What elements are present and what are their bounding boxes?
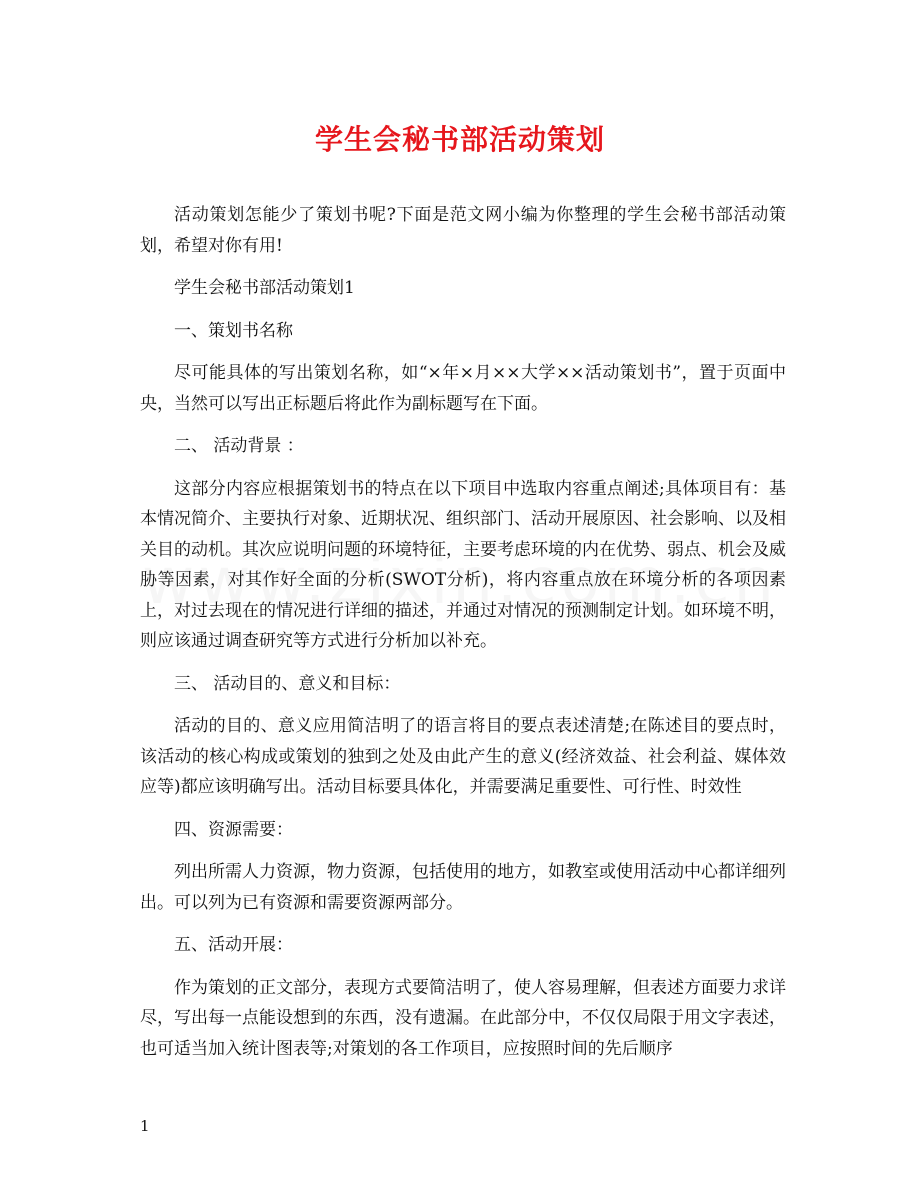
document-title: 学生会秘书部活动策划 <box>314 123 605 156</box>
section-heading: 学生会秘书部活动策划1 <box>174 278 355 298</box>
intro-paragraph: 活动策划怎能少了策划书呢?下面是范文网小编为你整理的学生会秘书部活动策划，希望对你有用! <box>140 205 786 256</box>
body-paragraph: 列出所需人力资源，物力资源，包括使用的地方，如教室或使用活动中心都详细列出。可以列为已有资源和需要资源两部分。 <box>140 862 786 913</box>
body-paragraph: 作为策划的正文部分，表现方式要简洁明了，使人容易理解，但表述方面要力求详尽，写出每一点能设想到的东西，没有遗漏。在此部分中，不仅仅局限于用文字表述，也可适当加入统计图表等;对策划的各工作项目，应按照时间的先后顺序 <box>140 977 786 1059</box>
section-heading: 五、活动开展： <box>174 935 293 955</box>
document-body <box>140 200 786 1076</box>
section-heading: 三、 活动目的、意义和目标： <box>174 673 401 694</box>
page-number: 1 <box>140 1117 150 1135</box>
section-heading: 一、策划书名称 <box>174 320 293 341</box>
body-paragraph: 活动的目的、意义应用简洁明了的语言将目的要点表述清楚;在陈述目的要点时，该活动的核心构成或策划的独到之处及由此产生的意义(经济效益、社会利益、媒体效应等)都应该明确写出。活动目标要具体化，并需要满足重要性、可行性、时效性 <box>140 716 786 797</box>
section-heading: 四、资源需要： <box>174 819 293 840</box>
body-paragraph: 尽可能具体的写出策划名称，如“×年×月××大学××活动策划书”，置于页面中央，当然可以写出正标题后将此作为副标题写在下面。 <box>140 363 786 414</box>
section-heading: 二、 活动背景 ： <box>174 436 304 456</box>
body-paragraph: 这部分内容应根据策划书的特点在以下项目中选取内容重点阐述;具体项目有：基本情况简介、主要执行对象、近期状况、组织部门、活动开展原因、社会影响、以及相关目的动机。其次应说明问题的环境特征，主要考虑环境的内在优势、弱点、机会及威胁等因素，对其作好全面的分析(SWOT分析)，将内容重点放在环境分析的各项因素上，对过去现在的情况进行详细的描述，并通过对情况的预测制定计划。如环境不明，则应该通过调查研究等方式进行分析加以补充。 <box>140 478 786 651</box>
